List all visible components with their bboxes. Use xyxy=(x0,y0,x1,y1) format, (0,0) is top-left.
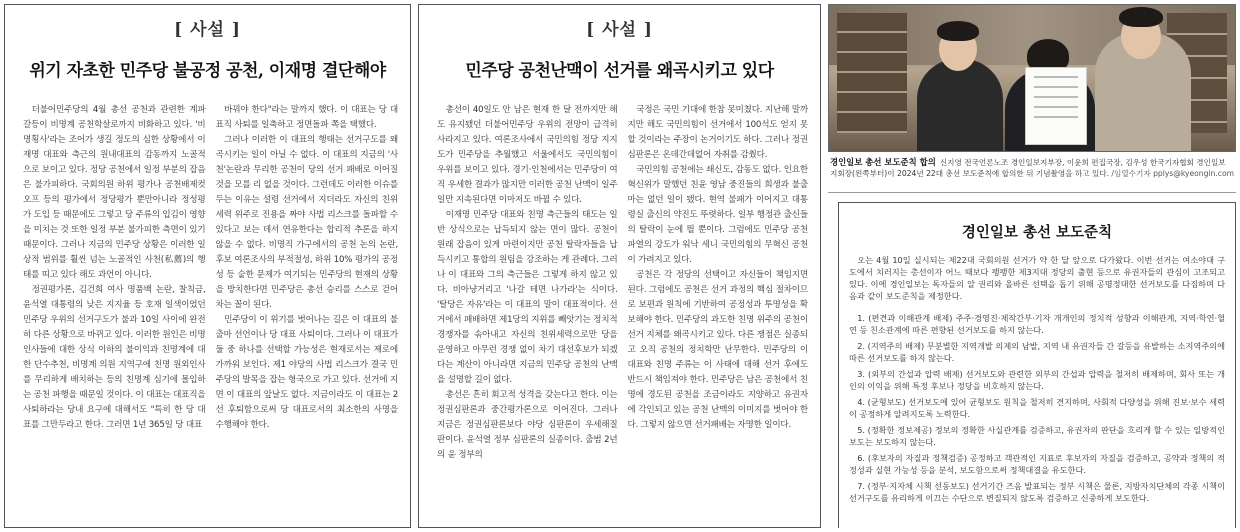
caption-text: 신지영 전국언론노조 경인일보지부장, 이윤희 편집국장, 김우성 한국기자협회 경인일보 지회장(왼쪽부터)이 2024년 22대 총선 보도준칙에 합의한 뒤 기념촬영을 하고 있다. xyxy=(830,158,1226,178)
caption-title: 경인일보 총선 보도준칙 합의 xyxy=(830,157,936,167)
guidelines-intro: 오는 4월 10일 실시되는 제22대 국회의원 선거가 약 한 달 앞으로 다가왔다. 이번 선거는 여소야대 구도에서 치러지는 총선이자 어느 때보다 팽팽한 제3지대 정당의 출현 등으로 유권자들의 관심이 고조되고 있다. 이에 경인일보는 독자들의 알 권리와 올바른 선택을 돕기 위해 공명정대한 선거보도를 다짐하며 다음과 같이 보도준칙을 제정한다. xyxy=(849,255,1225,301)
editorial-kicker: [ 사설 ] xyxy=(586,20,653,40)
paragraph: 바꿔야 한다"라는 말까지 했다. 이 대표는 당 대표직 사퇴를 일축하고 정면돌파 쪽을 택했다. xyxy=(215,105,398,130)
paragraph: 공천은 각 정당의 선택이고 자신들이 책임지면 된다. 그럼에도 공천은 선거 과정의 핵심 절차이므로 보편과 원칙에 기반하여 공정성과 투명성을 확보해야 한다. 민주당의 과도한 친명 위주의 공천이 선거 지체를 왜곡시키고 있다. 다른 쟁점은 실종되고 오직 공천의 정치학만 난무한다. 민주당의 이 대표와 친명 주류는 이 사태에 대해 선거 후에도 반드시 책임져야 한다. 민주당은 남은 공천에서 친명에 경도된 공천을 조금이라도 지양하고 유권자에 각인되고 있는 공천 난맥의 이미지를 벗어야 한다. 그렇지 않으면 선거패배는 자명한 일이다. xyxy=(627,270,808,430)
paragraph: 이재명 민주당 대표와 친명 측근들의 태도는 일반 상식으로는 납득되지 않는 면이 많다. 공천이 원래 잡음이 있게 마련이지만 공천 탈락자들을 납득시키고 통합의 원팀을 강조하는 게 관례다. 그러나 이 대표와 그의 측근들은 그렇게 하지 않고 있다. 비아냥거리고 '나갈 테면 나가라'는 식이다. '탈당은 자유'라는 이 대표의 말이 대표적이다. 선거에서 패배하면 제1당의 지위를 빼앗기는 정치적 경쟁자를 솎아내고 자신의 친위세력으로만 당을 운영하고 아무런 경쟁 없이 차기 대선후보가 되겠다는 계산이 아니라면 지금의 민주당 공천의 난맥을 설명할 길이 없다. xyxy=(437,210,618,385)
news-photo xyxy=(828,4,1236,152)
editorial-column xyxy=(23,103,206,521)
photo-person-hair xyxy=(1119,7,1163,27)
paragraph: 더불어민주당의 4월 총선 공천과 관련한 계파 갈등이 비명계 공천학살로까지 비화하고 있다. '비명횡사'라는 조어가 생길 정도의 심한 상황에서 이재명 대표와 측근의 원내대표의 감동까지 노골적으로 보이고 있다. 정당 공천에서 일정 부분의 잡음은 불가피하다. 국회의원 하위 평가나 공천배제컷오프 등의 평가에서 정당평가 뿐만아니라 정성평가 도입 등 때문에도 그렇고 당 주류의 입김이 영향을 미치는 것 또한 일정 부분 불가피한 측면이 있기 때문이다. 그러나 지금의 민주당 상황은 이러한 일상적 범위를 훨씬 넘는 노골적인 사천(私薦)의 행태를 띠고 있다 해도 과언이 아니다. xyxy=(23,105,206,280)
paragraph: 총선은 흔히 회고적 성격을 갖는다고 한다. 이는 정권심판론과 중간평가론으로 이어진다. 그러나 지금은 정권심판론보다 야당 심판론이 우세해질 판이다. 윤석열 정부 심판론의 실종이다. 출범 2년의 윤 정부의 xyxy=(437,390,618,460)
guideline-rule: 1. (편견과 이해관계 배제) 주주·경영진·제작간부·기자 개개인의 정치적 성향과 이해관계, 지역·학연·혈연 등 친소관계에 따른 편향된 선거보도를 하지 않는다. xyxy=(849,313,1225,335)
guideline-rule: 7. (정부·지자체 시책 선동보도) 선거기간 즈음 발표되는 정부 시책은 물론, 지방자치단체의 각종 시책이 선거구도를 유리하게 이끄는 수단으로 변질되지 않도록 검증하고 신중하게 보도한다. xyxy=(849,481,1225,503)
paragraph: 총선이 40일도 안 남은 현재 한 달 전까지만 해도 유지됐던 더불어민주당 우위의 전망이 급격히 사라지고 있다. 여론조사에서 국민의힘 정당 지지도가 민주당을 추월했고 서울에서도 국민의힘이 우위를 보이고 있다. 경기·인천에서는 민주당이 여직 우세한 결과가 많지만 이러한 공천 난맥이 일주일만 지속된다면 이마저도 바뀔 수 있다. xyxy=(437,105,618,205)
election-reporting-guidelines xyxy=(838,202,1236,528)
paragraph: 민주당이 이 위기를 벗어나는 길은 이 대표의 불출마 선언이나 당 대표 사퇴이다. 그러나 이 대표가 둘 중 하나를 선택할 가능성은 현재로서는 제로에 가까워 보인다. 제1 야당의 사법 리스크가 결국 민주당의 발목을 잡는 형국으로 가고 있다. 선거에 지면 이 대표의 앞날도 없다. 지금이라도 이 대표는 2선 후퇴함으로써 당 대표로서의 최소한의 사명을 수행해야 한다. xyxy=(215,315,398,430)
editorial-headline: 위기 자초한 민주당 불공정 공천, 이재명 결단해야 xyxy=(29,61,386,81)
photo-bookshelf xyxy=(837,13,907,133)
photo-caption xyxy=(828,155,1236,193)
editorial-column xyxy=(437,103,618,521)
editorial-kicker: [ 사설 ] xyxy=(174,20,241,40)
guidelines-title: 경인일보 총선 보도준칙 xyxy=(961,224,1113,241)
right-panel xyxy=(828,4,1236,528)
paragraph: 국민의힘 공천에는 쇄신도, 감동도 없다. 인요한 혁신위가 말했던 친윤 영남 중진들의 희생과 불출마는 없던 일이 됐다. 현역 불패가 이어지고 대통령실 출신의 약진도 뚜렷하다. 일부 행정관 출신들의 탈락이 눈에 띌 뿐이다. 그럼에도 민주당 공천 파열의 강도가 워낙 세니 국민의힘의 무혁신 공천이 가려지고 있다. xyxy=(627,165,808,265)
editorial-body xyxy=(437,103,808,521)
left-editorial xyxy=(4,4,411,528)
editorial-body xyxy=(23,103,398,521)
photo-person-left xyxy=(917,59,1003,151)
guideline-rule: 2. (지역주의 배제) 무분별한 지역개발 의제의 남발, 지역 내 유권자들 간 갈등을 유발하는 소지역주의에 따른 선거보도를 하지 않는다. xyxy=(849,341,1225,363)
guideline-rule: 5. (정확한 정보제공) 정보의 정확한 사실관계를 검증하고, 유권자의 판단을 흐리게 할 수 있는 일방적인 보도는 보도하지 않는다. xyxy=(849,425,1225,447)
editorial-headline: 민주당 공천난맥이 선거를 왜곡시키고 있다 xyxy=(465,61,774,81)
paragraph: 국정은 국민 기대에 한참 못미쳤다. 지난해 말까지만 해도 국민의힘이 선거에서 100석도 얻지 못할 것이라는 주장이 논거이기도 하다. 그러나 정권심판론은 온데간데없어 자취를 감췄다. xyxy=(627,105,808,160)
middle-editorial xyxy=(418,4,821,528)
guideline-rule: 3. (외부의 간섭과 압력 배제) 선거보도와 관련한 외부의 간섭과 압력을 철저히 배제하며, 회사 또는 개인의 이익을 위해 특정 후보나 정당을 비호하지 않는다. xyxy=(849,369,1225,391)
guideline-rule: 4. (균형보도) 선거보도에 있어 균형보도 원칙을 철저히 견지하며, 사회적 다양성을 위해 진보·보수 세력이 공정하게 알려지도록 노력한다. xyxy=(849,397,1225,419)
paragraph: 그러나 이러한 이 대표의 행태는 선거구도를 왜곡시키는 일이 아닐 수 없다. 이 대표의 지금의 '사천'논란과 무리한 공천이 당의 선거 패배로 이어질 것을 모를 리 없을 것이다. 그런데도 이러한 이슈를 두는 이유는 설령 선거에서 지더라도 자신의 친위세력 위주로 진용을 짜야 사법 리스크를 돌파할 수 있다고 보는 데서 연유한다는 합리적 추론을 하지 않을 수 없다. 비명직 가구에서의 공천 논의 논란, 후보 여론조사의 부적절성, 하위 10% 평가의 공정성 등 숱한 문제가 여기되는 민주당의 현재의 상황을 방치한다면 민주당은 총선 승리를 스스로 걷어차는 꼴이 된다. xyxy=(215,135,398,310)
photo-credit: /임열수기자 pplys@kyeongin.com xyxy=(1111,169,1234,178)
guideline-rule: 6. (후보자의 자질과 정책검증) 공정하고 객관적인 지표로 후보자의 자질을 검증하고, 공약과 정책의 적정성과 실현 가능성 등을 분석, 보도함으로써 정책대결을 유도한다. xyxy=(849,453,1225,475)
editorial-column xyxy=(628,103,809,521)
photo-person-hair xyxy=(937,21,979,41)
editorial-column xyxy=(216,103,399,521)
paragraph: 정권평가론, 김건희 여사 명품백 논란, 찰칙금, 윤석열 대통령의 낮은 지지율 등 호재 일색이었던 민주당 우위의 선거구도가 불과 10일 사이에 완전히 다른 상황으로 바뀌고 있다. 이러한 원인은 비명 인사들에 대한 상식 이하의 불이익과 친명계에 대한 단수추천, 비명계 의원 지역구에 친명 원외인사를 무리하게 배치하는 등의 친명계 심기에 몰입하는 공천 파행을 때문일 것이다. 이 대표는 대표직을 사퇴하라는 당내 요구에 대해서도 "특히 한 당 대표를 그만두라고 한다. 그러면 1년 365일 당 대표 xyxy=(23,285,206,430)
signed-agreement-document xyxy=(1025,67,1087,145)
